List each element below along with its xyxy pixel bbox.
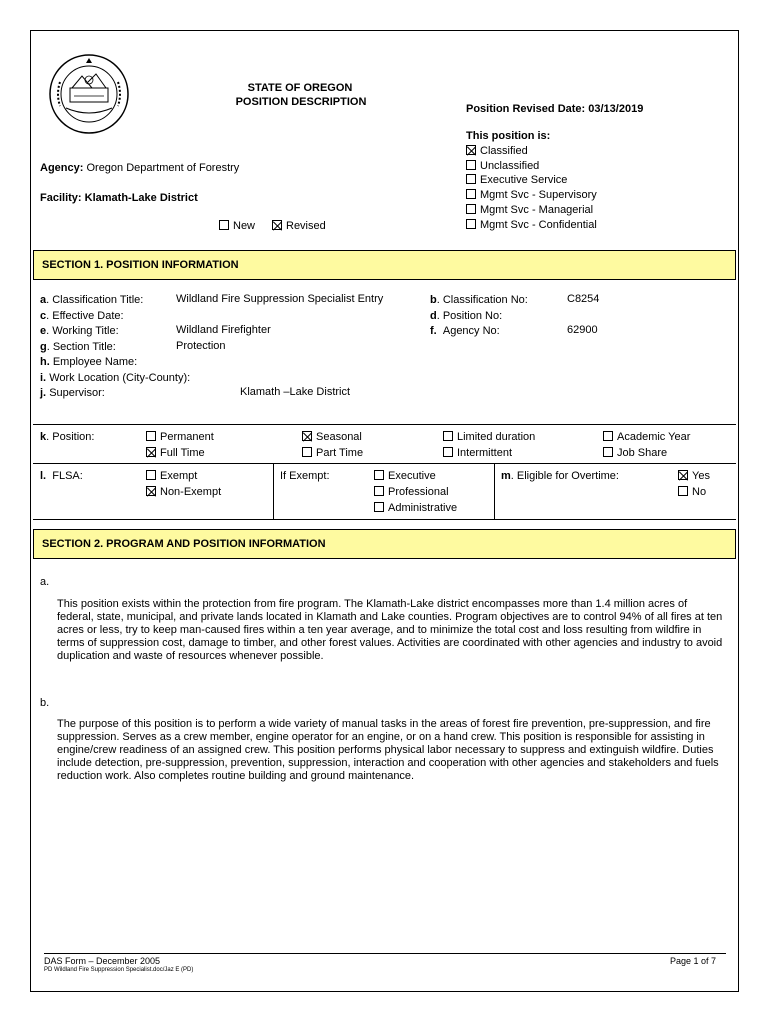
- divider: [494, 463, 495, 519]
- option-administrative[interactable]: Administrative: [374, 502, 457, 514]
- field-agency-no: f. Agency No:: [430, 325, 500, 337]
- option-part-time[interactable]: Part Time: [302, 447, 363, 459]
- checkbox-checked[interactable]: [272, 220, 282, 230]
- position-type-unclassified[interactable]: Unclassified: [466, 159, 597, 174]
- checkbox[interactable]: [678, 486, 688, 496]
- divider: [273, 463, 274, 519]
- program-description: This position exists within the protection from fire program. The Klamath-Lake district encompasses more than 1.4 million acres of federal, state, municipal, and private lands located in Klamath and Lake counties. Program objectives are to control 94% of all fires at ten acres or less, try to keep man-caused fires within a ten year average, and to minimize the total cost and loss resulting from wildfire in terms of suppression cost, damage to timber, and other forest values. Activities are coordinated with other agencies and industry to avoid duplication and waste of resources whenever possible.: [57, 598, 723, 662]
- option-academic-year[interactable]: Academic Year: [603, 431, 690, 443]
- facility-row: [40, 192, 198, 204]
- position-type-mgmt-supervisory[interactable]: Mgmt Svc - Supervisory: [466, 188, 597, 203]
- new-option[interactable]: New: [219, 220, 255, 232]
- classification-no-value: C8254: [567, 293, 600, 305]
- divider: [33, 424, 736, 425]
- option-limited-duration[interactable]: Limited duration: [443, 431, 535, 443]
- if-exempt-label: If Exempt:: [280, 470, 330, 482]
- checkbox[interactable]: [443, 431, 453, 441]
- field-classification-title: a. Classification Title:: [40, 294, 144, 306]
- form-name: DAS Form – December 2005: [44, 956, 161, 966]
- position-type-executive-service[interactable]: Executive Service: [466, 173, 597, 188]
- option-executive[interactable]: Executive: [374, 470, 436, 482]
- classification-title-value: Wildland Fire Suppression Specialist Entry: [176, 293, 384, 305]
- state-title: STATE OF OREGON: [247, 82, 353, 94]
- option-job-share[interactable]: Job Share: [603, 447, 667, 459]
- revised-date-label: Position Revised Date:: [466, 103, 586, 115]
- facility-label: Facility:: [40, 192, 82, 204]
- section-1-header: SECTION 1. POSITION INFORMATION: [33, 250, 736, 280]
- divider: [33, 463, 736, 464]
- work-location-value: Klamath –Lake District: [240, 386, 351, 398]
- checkbox-checked[interactable]: [302, 431, 312, 441]
- section-title-value: Protection: [176, 339, 226, 352]
- item-a-label: a.: [40, 576, 50, 588]
- checkbox[interactable]: [443, 447, 453, 457]
- section-1-left-fields: [40, 293, 190, 402]
- option-exempt[interactable]: Exempt: [146, 470, 197, 482]
- checkbox-checked[interactable]: [146, 447, 156, 457]
- checkbox[interactable]: [374, 502, 384, 512]
- option-full-time[interactable]: Full Time: [146, 447, 205, 459]
- checkbox-checked[interactable]: [466, 145, 476, 155]
- overtime-label: m. Eligible for Overtime:: [501, 470, 619, 482]
- checkbox[interactable]: [219, 220, 229, 230]
- checkbox[interactable]: [466, 219, 476, 229]
- working-title-value: Wildland Firefighter: [176, 324, 271, 336]
- checkbox[interactable]: [603, 447, 613, 457]
- checkbox[interactable]: [374, 470, 384, 480]
- position-is-title: This position is:: [466, 130, 551, 142]
- field-classification-no: b. Classification No:: [430, 294, 528, 306]
- agency-label: Agency:: [40, 162, 84, 174]
- position-type-classified[interactable]: Classified: [466, 144, 597, 159]
- checkbox[interactable]: [603, 431, 613, 441]
- option-overtime-no[interactable]: No: [678, 486, 706, 498]
- option-intermittent[interactable]: Intermittent: [443, 447, 512, 459]
- facility-value: Klamath-Lake District: [84, 192, 198, 204]
- field-section-title: g. Section Title:: [40, 340, 116, 353]
- option-professional[interactable]: Professional: [374, 486, 449, 498]
- position-type-mgmt-confidential[interactable]: Mgmt Svc - Confidential: [466, 218, 597, 233]
- field-work-location: i. Work Location (City-County):: [40, 371, 191, 384]
- checkbox[interactable]: [466, 189, 476, 199]
- field-working-title: e. Working Title:: [40, 325, 119, 337]
- item-b-label: b.: [40, 697, 50, 709]
- section-1-right-fields: [430, 293, 528, 340]
- field-supervisor: j. Supervisor:: [40, 387, 105, 399]
- position-type-list: [466, 144, 597, 232]
- checkbox-checked[interactable]: [678, 470, 688, 480]
- agency-row: [40, 162, 239, 174]
- revised-option[interactable]: Revised: [272, 220, 326, 232]
- divider: [33, 519, 736, 520]
- option-non-exempt[interactable]: Non-Exempt: [146, 486, 221, 498]
- file-name: PD Wildland Fire Suppression Specialist.doc/Jaz E (PD): [44, 967, 194, 973]
- checkbox[interactable]: [302, 447, 312, 457]
- flsa-label: l. FLSA:: [40, 470, 83, 482]
- checkbox-checked[interactable]: [146, 486, 156, 496]
- checkbox[interactable]: [374, 486, 384, 496]
- section-2-header: SECTION 2. PROGRAM AND POSITION INFORMATION: [33, 529, 736, 559]
- field-effective-date: c. Effective Date:: [40, 309, 124, 322]
- checkbox[interactable]: [466, 174, 476, 184]
- agency-value: Oregon Department of Forestry: [86, 162, 240, 174]
- position-purpose: The purpose of this position is to perform a wide variety of manual tasks in the areas of forest fire prevention, pre-suppression, and fire suppression. Serves as a crew member, engine operator for an engine, or on a hand crew. This position is responsible for assisting in engine/crew readiness of an assigned crew. This position performs physical labor necessary to suppress and extinguish wildfire. Duties include detection, pre-suppression, prevention, suppression, interaction and cooperation with other agencies and stakeholders and fuels reduction work. Also completes routine building and ground maintenance.: [57, 718, 719, 782]
- checkbox[interactable]: [146, 431, 156, 441]
- revised-date: [466, 103, 643, 115]
- checkbox[interactable]: [146, 470, 156, 480]
- page-number: Page 1 of 7: [670, 956, 717, 966]
- agency-no-value: 62900: [567, 324, 598, 336]
- checkbox[interactable]: [466, 204, 476, 214]
- position-type-mgmt-managerial[interactable]: Mgmt Svc - Managerial: [466, 203, 597, 218]
- document-title: POSITION DESCRIPTION: [235, 96, 367, 108]
- revised-date-value: 03/13/2019: [588, 103, 644, 115]
- option-permanent[interactable]: Permanent: [146, 431, 214, 443]
- position-label: k. Position:: [40, 431, 95, 443]
- footer-divider: [44, 953, 726, 954]
- checkbox[interactable]: [466, 160, 476, 170]
- field-employee-name: h. Employee Name:: [40, 356, 138, 368]
- option-seasonal[interactable]: Seasonal: [302, 431, 362, 443]
- field-position-no: d. Position No:: [430, 309, 503, 322]
- option-overtime-yes[interactable]: Yes: [678, 470, 710, 482]
- state-seal-logo: [48, 52, 130, 136]
